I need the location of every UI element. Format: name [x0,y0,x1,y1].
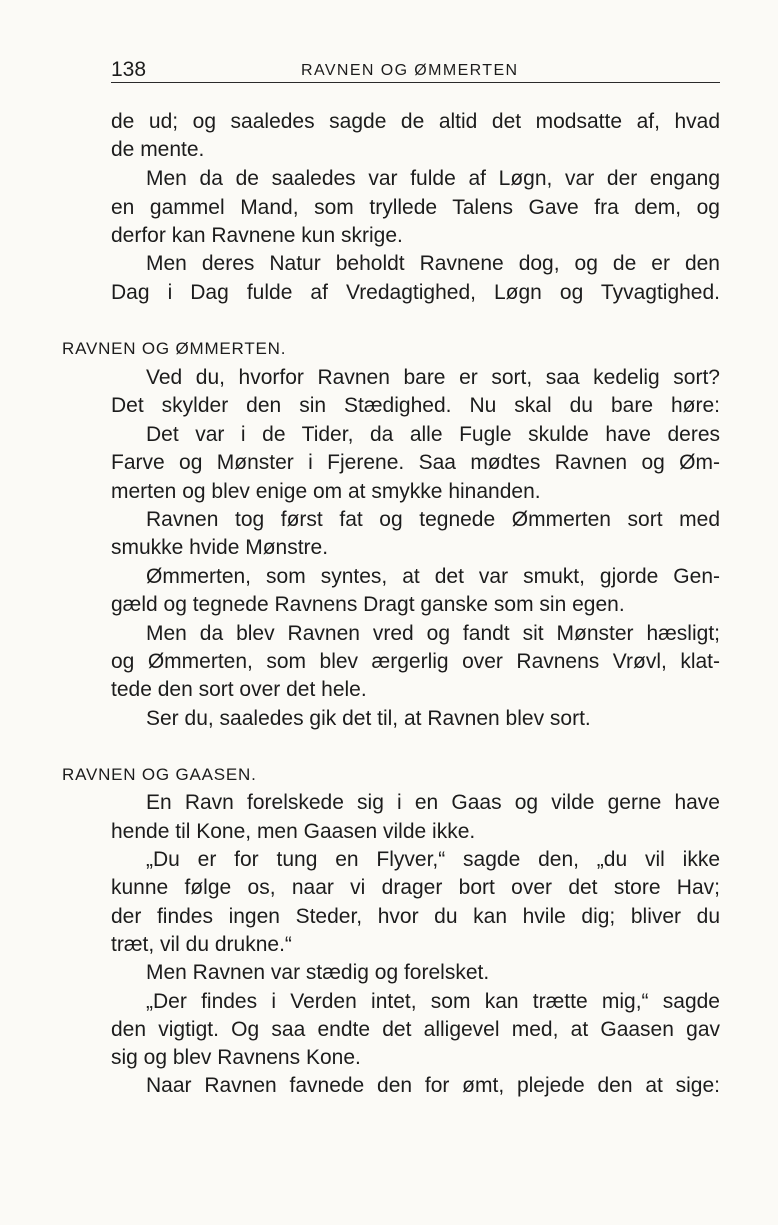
running-title: RAVNEN OG ØMMERTEN [301,62,519,79]
text-line: En Ravn forelskede sig i en Gaas og vilde gerne have [146,791,720,814]
text-line: Dag i Dag fulde af Vredagtighed, Løgn og Tyvagtighed. [111,281,720,304]
text-line: Ravnen tog først fat og tegnede Ømmerten sort med [146,508,720,531]
text-line: gæld og tegnede Ravnens Dragt ganske som sin egen. [111,593,625,616]
text-line: en gammel Mand, som tryllede Talens Gave fra dem, og [111,196,720,219]
text-line: kunne følge os, naar vi drager bort over det store Hav; [111,876,720,899]
text-line: den vigtigt. Og saa endte det alligevel med, at Gaasen gav [111,1018,720,1041]
text-line: Men Ravnen var stædig og forelsket. [146,961,490,984]
text-line: Men da blev Ravnen vred og fandt sit Mønster hæsligt; [146,622,720,645]
page-number: 138 [111,58,147,81]
text-line: Men da de saaledes var fulde af Løgn, var der engang [146,167,720,190]
text-line: tede den sort over det hele. [111,678,367,701]
text-line: de mente. [111,138,205,161]
text-line: derfor kan Ravnene kun skrige. [111,224,403,247]
text-line: de ud; og saaledes sagde de altid det modsatte af, hvad [111,110,720,133]
text-line: Ømmerten, som syntes, at det var smukt, gjorde Gen- [146,565,720,588]
text-line: „Der findes i Verden intet, som kan trætte mig,“ sagde [146,990,720,1013]
text-line: merten og blev enige om at smykke hinanden. [111,480,541,503]
text-line: Naar Ravnen favnede den for ømt, plejede den at sige: [146,1074,720,1097]
text-line: Ser du, saaledes gik det til, at Ravnen blev sort. [146,707,591,730]
section-heading-ravnen-og-ommerten: RAVNEN OG ØMMERTEN. [62,339,287,358]
text-line: og Ømmerten, som blev ærgerlig over Ravnens Vrøvl, klat- [111,650,720,673]
text-line: Ved du, hvorfor Ravnen bare er sort, saa kedelig sort? [146,366,720,389]
page-header [111,58,720,83]
text-line: Farve og Mønster i Fjerene. Saa mødtes Ravnen og Øm- [111,451,720,474]
text-line: hende til Kone, men Gaasen vilde ikke. [111,820,476,843]
text-line: Men deres Natur beholdt Ravnene dog, og de er den [146,252,720,275]
text-line: Det var i de Tider, da alle Fugle skulde have deres [146,423,720,446]
text-line: sig og blev Ravnens Kone. [111,1046,361,1069]
text-line: Det skylder den sin Stædighed. Nu skal du bare høre: [111,394,720,417]
text-line: „Du er for tung en Flyver,“ sagde den, „du vil ikke [146,848,720,871]
text-line: træt, vil du drukne.“ [111,933,292,956]
text-line: smukke hvide Mønstre. [111,536,329,559]
text-line: der findes ingen Steder, hvor du kan hvile dig; bliver du [111,905,720,928]
section-heading-ravnen-og-gaasen: RAVNEN OG GAASEN. [62,765,257,784]
